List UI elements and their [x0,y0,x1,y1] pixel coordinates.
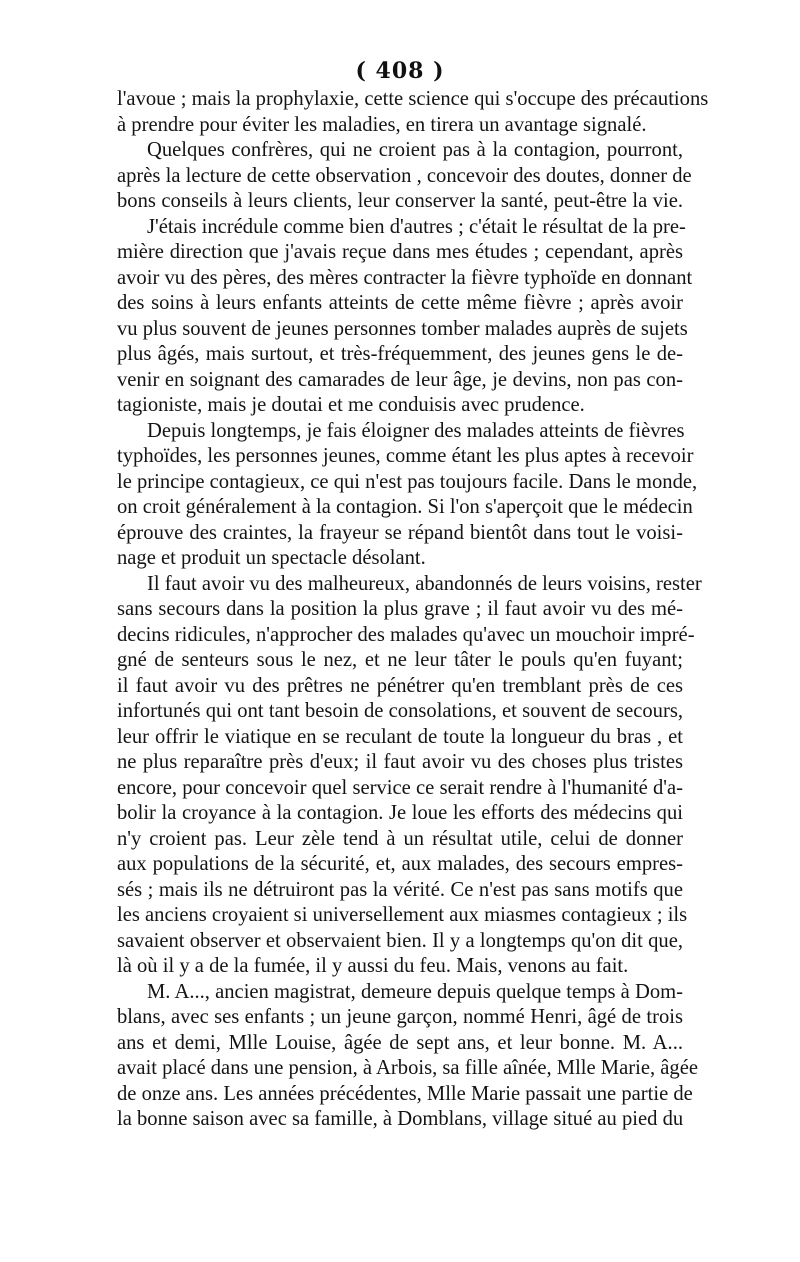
text-line: de onze ans. Les années précédentes, Mlle Marie passait une partie de [117,1082,693,1105]
text-line: sans secours dans la position la plus grave ; il faut avoir vu des mé- [117,598,683,620]
text-line: encore, pour concevoir quel service ce serait rendre à l'humanité d'a- [117,776,683,799]
text-line: Quelques confrères, qui ne croient pas à la contagion, pourront, [147,139,683,161]
body-text [117,87,709,1133]
page-number: ( 408 ) [355,58,445,84]
text-line: blans, avec ses enfants ; un jeune garçon, nommé Henri, âgé de trois [117,1006,683,1028]
text-line: les anciens croyaient si universellement aux miasmes contagieux ; ils [117,904,688,926]
text-line: des soins à leurs enfants atteints de cette même fièvre ; après avoir [117,292,683,314]
text-line: mière direction que j'avais reçue dans mes études ; cependant, après [117,241,683,263]
text-line: decins ridicules, n'approcher des malades qu'avec un mouchoir impré- [117,623,695,646]
text-line: leur offrir le viatique en se reculant de toute la longueur du bras , et [117,725,683,748]
text-line: sés ; mais ils ne détruiront pas la vérité. Ce n'est pas sans motifs que [117,878,683,901]
text-line: il faut avoir vu des prêtres ne pénétrer qu'en tremblant près de ces [117,674,683,697]
text-line: la bonne saison avec sa famille, à Domblans, village situé au pied du [117,1108,684,1130]
text-line: avoir vu des pères, des mères contracter la fièvre typhoïde en donnant [117,266,693,289]
text-line: plus âgés, mais surtout, et très-fréquemment, des jeunes gens le de- [117,343,683,365]
text-line: J'étais incrédule comme bien d'autres ; c'était le résultat de la pre- [147,215,686,238]
text-line: n'y croient pas. Leur zèle tend à un résultat utile, celui de donner [117,827,683,850]
paragraph-incredule [117,215,693,419]
text-line: tagioniste, mais je doutai et me conduisis avec prudence. [117,394,585,416]
text-line: après la lecture de cette observation , concevoir des doutes, donner de [117,164,692,187]
text-line: Depuis longtemps, je fais éloigner des malades atteints de fièvres [147,419,685,442]
paragraph-continuation [117,87,709,138]
text-line: M. A..., ancien magistrat, demeure depuis quelque temps à Dom- [147,980,683,1003]
text-line: ans et demi, Mlle Louise, âgée de sept ans, et leur bonne. M. A... [117,1031,683,1054]
text-line: vu plus souvent de jeunes personnes tomber malades auprès de sujets [117,317,688,340]
text-line: là où il y a de la fumée, il y aussi du feu. Mais, venons au fait. [117,955,629,977]
text-line: aux populations de la sécurité, et, aux malades, des secours empres- [117,853,683,875]
paragraph-depuis-longtemps [117,419,698,572]
text-line: bons conseils à leurs clients, leur conserver la santé, peut-être la vie. [117,190,683,212]
text-line: le principe contagieux, ce qui n'est pas toujours facile. Dans le monde, [117,470,698,493]
text-line: l'avoue ; mais la prophylaxie, cette science qui s'occupe des précautions [117,88,709,110]
text-line: on croit généralement à la contagion. Si l'on s'aperçoit que le médecin [117,496,693,518]
text-line: éprouve des craintes, la frayeur se répand bientôt dans tout le voisi- [117,521,683,544]
text-line: nage et produit un spectacle désolant. [117,547,426,569]
text-line: à prendre pour éviter les maladies, en tirera un avantage signalé. [117,113,647,136]
paragraph-il-faut-avoir-vu [117,572,702,980]
text-line: savaient observer et observaient bien. Il y a longtemps qu'on dit que, [117,929,683,952]
text-line: infortunés qui ont tant besoin de consolations, et souvent de secours, [117,700,683,722]
paragraph-confreres [117,138,692,215]
text-line: typhoïdes, les personnes jeunes, comme étant les plus aptes à recevoir [117,445,694,467]
text-line: gné de senteurs sous le nez, et ne leur tâter le pouls qu'en fuyant; [117,649,683,671]
text-line: Il faut avoir vu des malheureux, abandonnés de leurs voisins, rester [147,572,702,595]
text-line: avait placé dans une pension, à Arbois, sa fille aînée, Mlle Marie, âgée [117,1057,698,1079]
text-line: ne plus reparaître près d'eux; il faut avoir vu des choses plus tristes [117,751,683,773]
text-line: venir en soignant des camarades de leur âge, je devins, non pas con- [117,368,683,391]
paragraph-m-a [117,980,698,1133]
text-line: bolir la croyance à la contagion. Je loue les efforts des médecins qui [117,802,683,824]
